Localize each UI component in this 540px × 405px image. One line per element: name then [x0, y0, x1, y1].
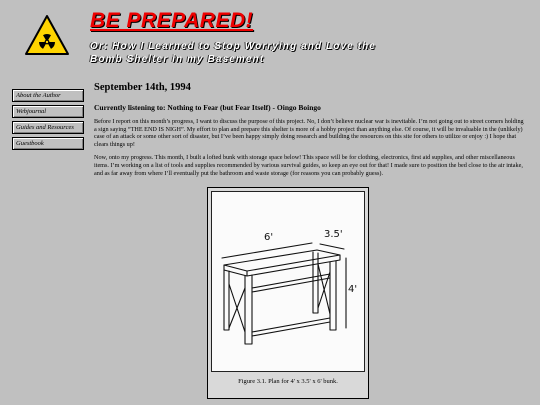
- site-title: BE PREPARED!: [90, 9, 254, 32]
- sketch-label-depth: 3.5': [324, 229, 343, 240]
- journal-entry: [94, 82, 524, 183]
- site-subtitle: Or: How I Learned to Stop Worrying and Love the Bomb Shelter in my Basement: [90, 41, 376, 65]
- sidebar-item-about-the-author[interactable]: About the Author: [12, 89, 84, 102]
- sidebar-item-guides-and-resources[interactable]: Guides and Resources: [12, 121, 84, 134]
- figure-caption: Figure 3.1. Plan for 4' x 3.5' x 6' bunk.: [238, 378, 338, 385]
- sidebar-item-guestbook[interactable]: Guestbook: [12, 137, 84, 150]
- sketch-label-height: 4': [348, 284, 358, 295]
- radiation-warning-icon: [24, 14, 70, 56]
- entry-date: September 14th, 1994: [94, 82, 191, 93]
- bunk-sketch-drawing: [212, 192, 364, 371]
- entry-paragraph: Now, onto my progress. This month, I built a lofted bunk with storage space below! This space will be for clothing, electronics, first aid supplies, and other miscellaneous items. I’m working on a list of tools and supplies recommended by various survival guides, so keep an eye out for that! I made sure to position the bed close to the air intake, and as far away from where I’ll eventually put the bathroom and waste storage (for reasons you can probably guess).: [94, 154, 523, 177]
- sidebar-item-webjournal[interactable]: Webjournal: [12, 105, 84, 118]
- bunk-plan-figure: [207, 187, 369, 399]
- sketch-label-length: 6': [264, 232, 274, 243]
- currently-listening: Currently listening to: Nothing to Fear (but Fear Itself) - Oingo Boingo: [94, 103, 321, 112]
- sidebar-nav: [12, 89, 84, 153]
- bunk-sketch-image: [211, 191, 365, 372]
- entry-paragraph: Before I report on this month’s progress, I want to discuss the purpose of this project. No, I don’t believe nuclear war is inevitable. I’m not going out to street corners holding a sign saying “THE END IS NIGH”. My effort to plan and prepare this shelter is more of a hobby project than anything else. Of course, it will be invaluable in the (unlikely) case of an attack or some other sort of disaster, but I’ve been happy simply doing research and building the resources on this site for others to utilize or enjoy :) I hope that clears things up!: [94, 118, 524, 148]
